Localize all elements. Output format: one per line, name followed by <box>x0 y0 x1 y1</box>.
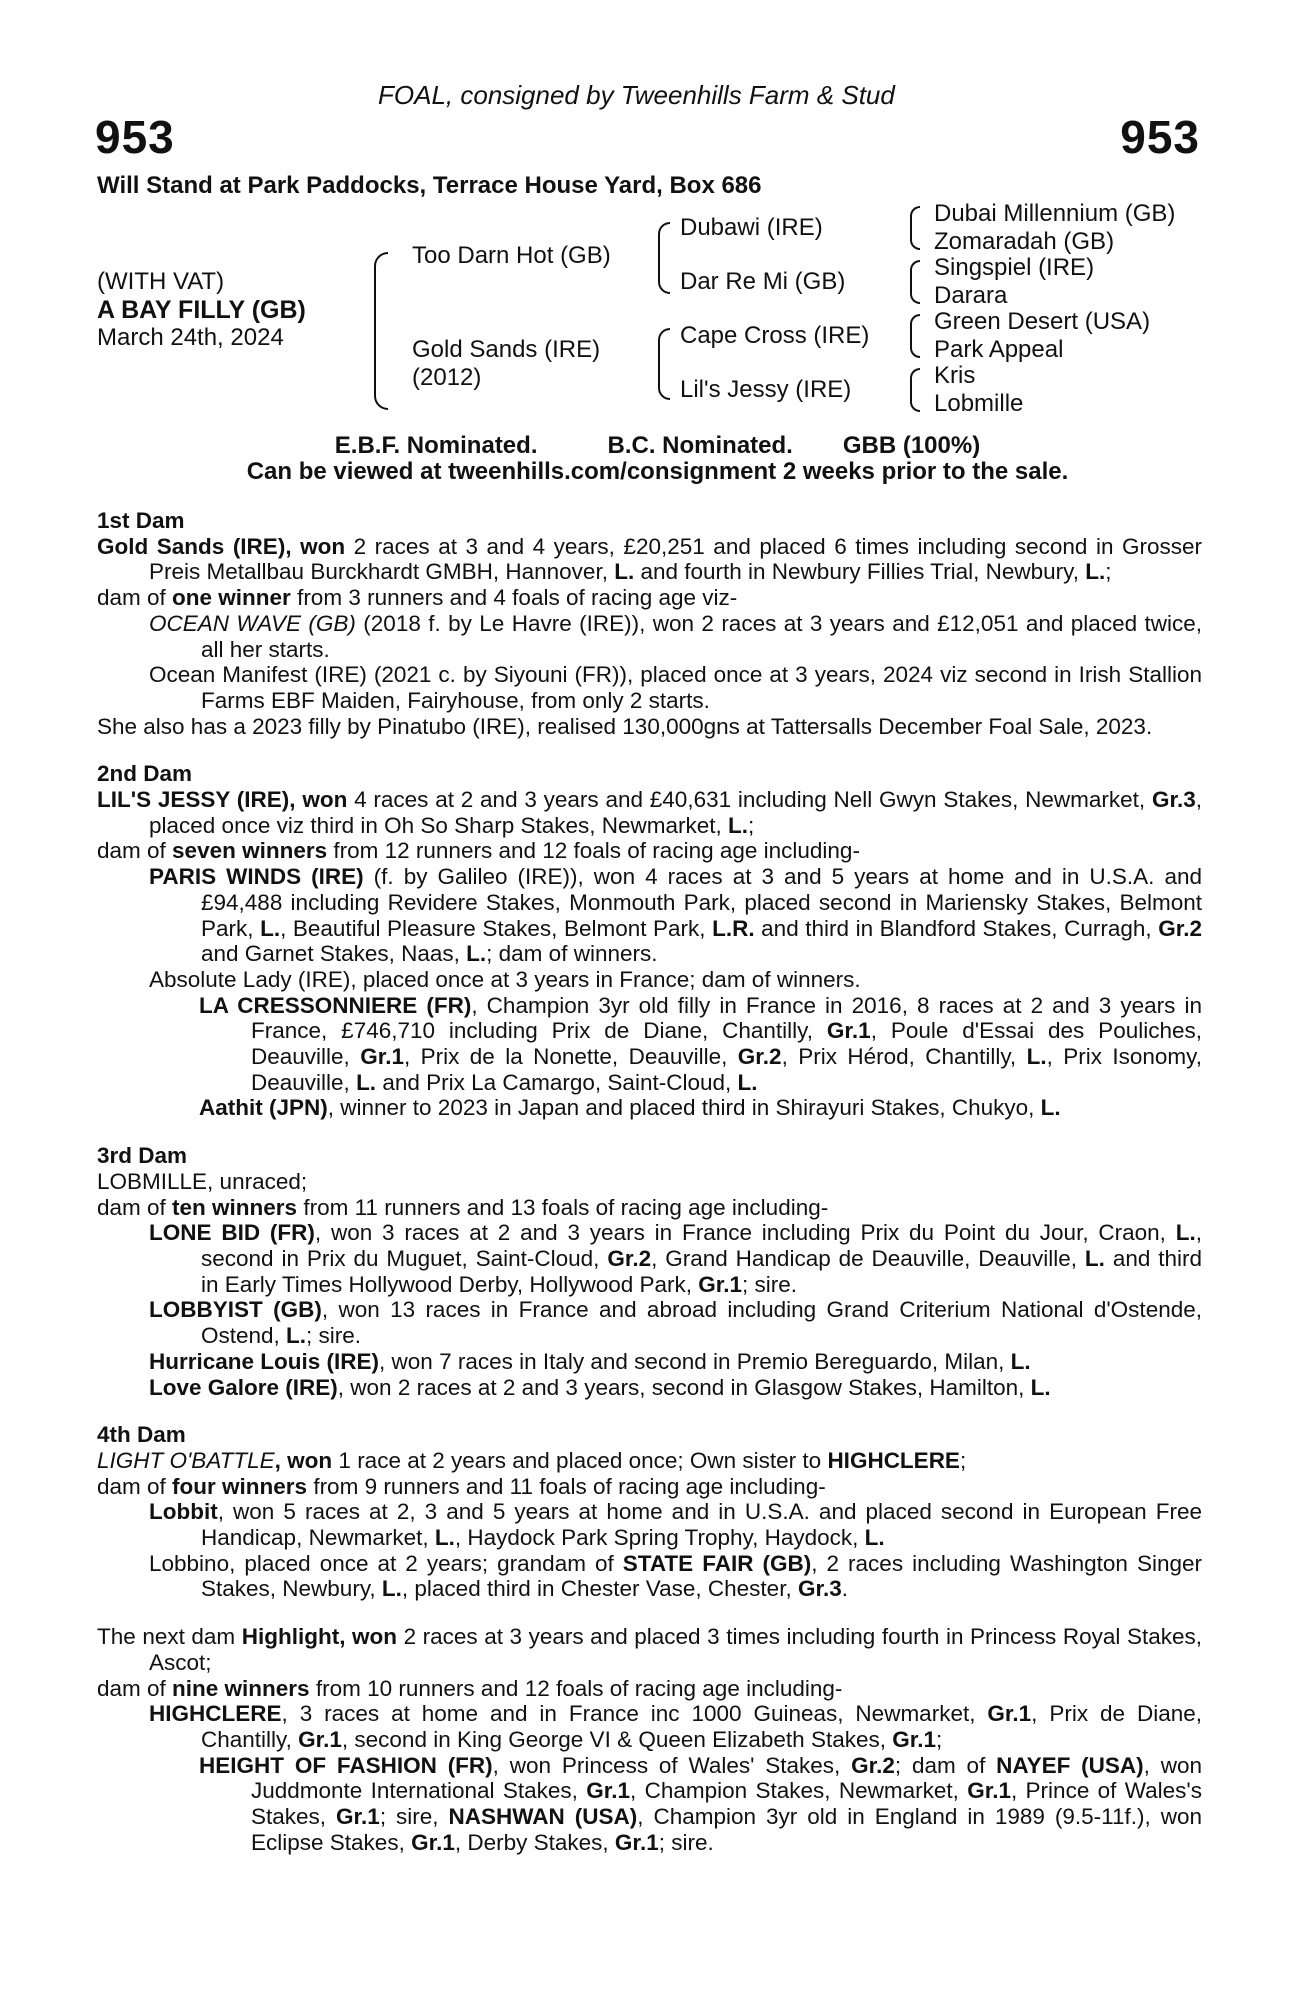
lot-number-right: 953 <box>1120 111 1200 163</box>
dam-year: (2012) <box>412 364 482 391</box>
gbb-percent: GBB (100%) <box>842 432 981 459</box>
brace-sire <box>658 222 670 294</box>
dam1-foal-ocean-wave: OCEAN WAVE (GB) (2018 f. by Le Havre (IRE)), won 2 races at 3 years and £12,051 and placed twice, all her starts. <box>149 610 1202 662</box>
sire-name: Too Darn Hot (GB) <box>412 242 611 269</box>
dam-name: Gold Sands (IRE) <box>412 336 601 363</box>
dam1-foal-ocean-manifest: Ocean Manifest (IRE) (2021 c. by Siyouni (FR)), placed once at 3 years, 2024 viz second in Irish Stallion Farms EBF Maiden, Fairyhouse, from only 2 starts. <box>149 662 1202 713</box>
nominations-line <box>0 432 1315 460</box>
horse-dob: March 24th, 2024 <box>97 324 284 351</box>
ped-dss: Green Desert (USA) <box>934 308 1151 335</box>
section-3rd-dam: 3rd Dam <box>97 1143 188 1169</box>
consignor-line: FOAL, consigned by Tweenhills Farm & Stud <box>378 80 895 110</box>
ped-ddd: Lobmille <box>934 390 1024 417</box>
brace-sd <box>910 260 920 304</box>
ped-dsd: Park Appeal <box>934 336 1064 363</box>
brace-dam <box>658 328 670 400</box>
next-dam-foal-highclere: HIGHCLERE, 3 races at home and in France inc 1000 Guineas, Newmarket, Gr.1, Prix de Diane, Chantilly, Gr.1, second in King George VI & Queen Elizabeth Stakes, Gr.1; <box>149 1701 1203 1752</box>
dam3-foal-hurricane-louis: Hurricane Louis (IRE), won 7 races in Italy and second in Premio Bereguardo, Milan, L. <box>149 1348 1031 1374</box>
dam2-grandfoal-la-cressonniere: LA CRESSONNIERE (FR), Champion 3yr old filly in France in 2016, 8 races at 2 and 3 years in France, £746,710 including Prix de Diane, Chantilly, Gr.1, Poule d'Essai des Pouliches, Deauville, Gr.1, Prix de la Nonette, Deauville, Gr.2, Prix Hérod, Chantilly, L., Prix Isonomy, Deauville, L. and Prix La Camargo, Saint-Cloud, L. <box>199 992 1202 1095</box>
ebf-nominated: E.B.F. Nominated. <box>334 432 538 459</box>
dam2-produce: dam of seven winners from 12 runners and 12 foals of racing age including- <box>97 838 860 864</box>
dam2-foal-paris-winds: PARIS WINDS (IRE) (f. by Galileo (IRE)), won 4 races at 3 and 5 years at home and in U.S.A. and £94,488 including Revidere Stakes, Monmouth Park, placed second in Mariensky Stakes, Belmont Park, L., Beautiful Pleasure Stakes, Belmont Park, L.R. and third in Blandford Stakes, Curragh, Gr.2 and Garnet Stakes, Naas, L.; dam of winners. <box>149 864 1202 967</box>
dam3-produce: dam of ten winners from 11 runners and 13 foals of racing age including- <box>97 1194 829 1220</box>
ped-sds: Singspiel (IRE) <box>934 254 1095 281</box>
viewing-note: Can be viewed at tweenhills.com/consignment 2 weeks prior to the sale. <box>246 458 1069 485</box>
dam-dam: Lil's Jessy (IRE) <box>680 376 852 403</box>
next-dam-grandfoal-height-of-fashion: HEIGHT OF FASHION (FR), won Princess of Wales' Stakes, Gr.2; dam of NAYEF (USA), won Juddmonte International Stakes, Gr.1, Champion Stakes, Newmarket, Gr.1, Prince of Wales's Stakes, Gr.1; sire, NASHWAN (USA), Champion 3yr old in England in 1989 (9.5-11f.), won Eclipse Stakes, Gr.1, Derby Stakes, Gr.1; sire. <box>199 1752 1202 1855</box>
dam4-record: LIGHT O'BATTLE, won 1 race at 2 years and placed once; Own sister to HIGHCLERE; <box>97 1447 967 1473</box>
section-1st-dam: 1st Dam <box>97 508 185 533</box>
next-dam-record: The next dam Highlight, won 2 races at 3 years and placed 3 times including fourth in Princess Royal Stakes, Ascot; <box>97 1624 1202 1675</box>
dam-sire: Cape Cross (IRE) <box>680 322 870 349</box>
dam4-produce: dam of four winners from 9 runners and 11 foals of racing age including- <box>97 1473 826 1499</box>
brace-ss <box>910 206 920 250</box>
dam1-record: Gold Sands (IRE), won 2 races at 3 and 4 years, £20,251 and placed 6 times including second in Grosser Preis Metallbau Burckhardt GMBH, Hannover, L. and fourth in Newbury Fillies Trial, Newbury, L.; <box>97 533 1202 585</box>
ped-dds: Kris <box>934 362 976 389</box>
dam1-produce: dam of one winner from 3 runners and 4 foals of racing age viz- <box>97 585 738 611</box>
catalogue-body <box>97 508 1202 1855</box>
dam2-foal-absolute-lady: Absolute Lady (IRE), placed once at 3 years in France; dam of winners. <box>149 966 861 992</box>
dam3-record: LOBMILLE, unraced; <box>97 1168 308 1194</box>
dam2-record: LIL'S JESSY (IRE), won 4 races at 2 and 3 years and £40,631 including Nell Gwyn Stakes, Newmarket, Gr.3, placed once viz third in Oh So Sharp Stakes, Newmarket, L.; <box>97 787 1202 838</box>
sire-sire: Dubawi (IRE) <box>680 214 823 241</box>
dam3-foal-love-galore: Love Galore (IRE), won 2 races at 2 and 3 years, second in Glasgow Stakes, Hamilton, L. <box>149 1374 1051 1400</box>
horse-name: A BAY FILLY (GB) <box>97 296 306 324</box>
next-dam-produce: dam of nine winners from 10 runners and 12 foals of racing age including- <box>97 1675 843 1701</box>
stand-location: Will Stand at Park Paddocks, Terrace House Yard, Box 686 <box>97 172 762 199</box>
ped-sss: Dubai Millennium (GB) <box>934 200 1176 227</box>
dam4-foal-lobbit: Lobbit, won 5 races at 2, 3 and 5 years at home and in U.S.A. and placed second in European Free Handicap, Newmarket, L., Haydock Park Spring Trophy, Haydock, L. <box>149 1499 1202 1551</box>
section-4th-dam: 4th Dam <box>97 1422 186 1448</box>
sire-dam: Dar Re Mi (GB) <box>680 268 846 295</box>
brace-main <box>374 252 388 410</box>
brace-dd <box>910 368 920 412</box>
lot-number-left: 953 <box>95 111 175 163</box>
dam3-foal-lobbyist: LOBBYIST (GB), won 13 races in France and abroad including Grand Criterium National d'Ostende, Ostend, L.; sire. <box>149 1297 1202 1349</box>
ped-sdd: Darara <box>934 282 1008 309</box>
dam3-foal-lone-bid: LONE BID (FR), won 3 races at 2 and 3 years in France including Prix du Point du Jour, Craon, L., second in Prix du Muguet, Saint-Cloud, Gr.2, Grand Handicap de Deauville, Deauville, L. and third in Early Times Hollywood Derby, Hollywood Park, Gr.1; sire. <box>149 1220 1203 1297</box>
bc-nominated: B.C. Nominated. <box>607 432 793 459</box>
dam1-note: She also has a 2023 filly by Pinatubo (IRE), realised 130,000gns at Tattersalls December Foal Sale, 2023. <box>97 713 1153 739</box>
dam2-grandfoal-aathit: Aathit (JPN), winner to 2023 in Japan and placed third in Shirayuri Stakes, Chukyo, L. <box>199 1095 1061 1121</box>
ped-ssd: Zomaradah (GB) <box>934 228 1115 255</box>
dam4-foal-lobbino: Lobbino, placed once at 2 years; grandam of STATE FAIR (GB), 2 races including Washington Singer Stakes, Newbury, L., placed third in Chester Vase, Chester, Gr.3. <box>149 1550 1202 1602</box>
vat-note: (WITH VAT) <box>97 268 225 295</box>
section-2nd-dam: 2nd Dam <box>97 761 193 787</box>
brace-ds <box>910 314 920 358</box>
